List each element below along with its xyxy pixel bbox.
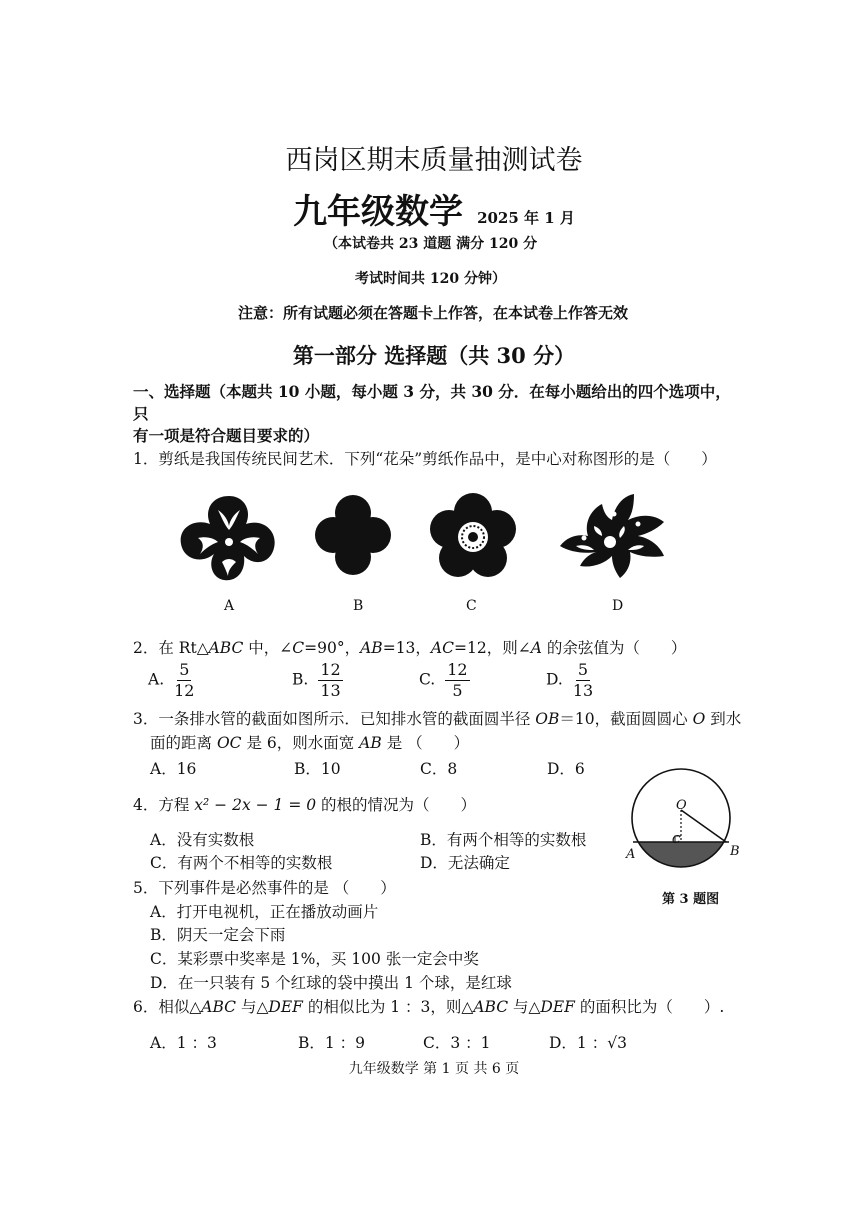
exam-notice: 注意：所有试题必须在答题卡上作答，在本试卷上作答无效 bbox=[238, 304, 629, 322]
option-label-b: B bbox=[353, 598, 364, 614]
q3-text: 3．一条排水管的截面如图所示．已知排水管的截面圆半径 bbox=[133, 710, 536, 728]
option-label-a: A bbox=[224, 598, 235, 614]
denominator: 13 bbox=[320, 681, 341, 700]
denominator: 13 bbox=[572, 681, 594, 700]
q2-text: =13， bbox=[382, 639, 431, 657]
section-instructions-line2: 只 bbox=[133, 404, 149, 423]
q3-option-c: C．8 bbox=[420, 760, 458, 778]
q4-option-c: C．有两个不相等的实数根 bbox=[150, 854, 333, 872]
numerator: 5 bbox=[577, 660, 589, 679]
option-letter: D. bbox=[546, 670, 563, 689]
flower-c-image bbox=[428, 492, 518, 582]
fraction bbox=[318, 660, 342, 701]
q2-option-c bbox=[419, 660, 470, 701]
exam-info-line2: 考试时间共 120 分钟） bbox=[355, 271, 506, 287]
q5-option-c: C．某彩票中奖率是 1%，买 100 张一定会中奖 bbox=[150, 950, 479, 968]
section-instructions-line3: 有一项是符合题目要求的） bbox=[133, 426, 320, 445]
subject-title bbox=[0, 184, 868, 233]
flower-a-image bbox=[178, 492, 280, 584]
exam-title: 西岗区期末质量抽测试卷 bbox=[285, 145, 583, 176]
q4-option-d: D．无法确定 bbox=[420, 854, 510, 872]
q3-var-oc: OC bbox=[216, 734, 242, 752]
q6-option-c: C．3 ：1 bbox=[423, 1034, 491, 1052]
fraction bbox=[174, 660, 194, 701]
q4-text: 的根的情况为（ ） bbox=[316, 796, 477, 814]
q3-text: 面的距离 bbox=[150, 734, 217, 752]
q3-text: 是 （ ） bbox=[381, 734, 470, 752]
q5-option-d: D．在一只装有 5 个红球的袋中摸出 1 个球，是红球 bbox=[150, 974, 512, 992]
denominator: 5 bbox=[452, 681, 463, 700]
figure-label-b: B bbox=[730, 844, 740, 859]
q2-option-d bbox=[546, 660, 593, 701]
figure-label-o: O bbox=[676, 798, 687, 813]
numerator: 12 bbox=[320, 660, 341, 679]
q6-option-d: D．1 ：√3 bbox=[549, 1034, 627, 1052]
q6-var-abc: ABC bbox=[201, 998, 237, 1016]
fraction bbox=[445, 660, 469, 701]
exam-info-line1: （本试卷共 23 道题 满分 120 分 bbox=[324, 236, 538, 252]
section-title: 第一部分 选择题（共 30 分） bbox=[292, 343, 576, 368]
exam-date: 2025 年 1 月 bbox=[477, 209, 575, 227]
q2-var-a: A bbox=[530, 639, 542, 657]
q4-text: 4．方程 bbox=[133, 796, 195, 814]
q3-text: 是 6，则水面宽 bbox=[241, 734, 360, 752]
flower-b-image bbox=[314, 492, 392, 578]
q5-option-a: A．打开电视机，正在播放动画片 bbox=[150, 903, 379, 921]
option-letter: C. bbox=[419, 670, 436, 689]
option-letter: B. bbox=[292, 670, 309, 689]
question-5-stem: 5．下列事件是必然事件的是 （ ） bbox=[133, 879, 396, 897]
q6-text: 6．相似△ bbox=[133, 998, 202, 1016]
q6-option-b: B．1 ：9 bbox=[298, 1034, 366, 1052]
option-letter: A. bbox=[148, 670, 165, 689]
q3-var-ab: AB bbox=[359, 734, 382, 752]
q6-text: 与△ bbox=[508, 998, 541, 1016]
q4-option-a: A．没有实数根 bbox=[150, 831, 255, 849]
q6-text: 的面积比为（ ）. bbox=[574, 998, 725, 1016]
q3-text: 到水 bbox=[705, 710, 742, 728]
figure-caption: 第 3 题图 bbox=[662, 892, 720, 907]
q2-option-a bbox=[148, 660, 194, 701]
q2-var-abc: ABC bbox=[208, 639, 244, 657]
q3-option-a: A．16 bbox=[150, 760, 197, 778]
q2-var-ac: AC bbox=[430, 639, 454, 657]
pipe-cross-section-figure bbox=[618, 768, 746, 870]
q2-text: =90°， bbox=[304, 639, 361, 657]
q3-option-b: B．10 bbox=[294, 760, 341, 778]
q2-text: 中，∠ bbox=[243, 639, 293, 657]
question-2-stem bbox=[133, 636, 686, 658]
q3-var-ob: OB bbox=[535, 710, 560, 728]
flower-d-image bbox=[554, 490, 668, 584]
page-footer: 九年级数学 第 1 页 共 6 页 bbox=[348, 1061, 520, 1077]
q4-equation: x² − 2x − 1 = 0 bbox=[194, 796, 317, 814]
q3-var-o: O bbox=[692, 710, 706, 728]
section-instructions-line1: 一、选择题（本题共 10 小题，每小题 3 分，共 30 分．在每小题给出的四个选项中， bbox=[133, 382, 731, 401]
figure-label-a: A bbox=[626, 847, 636, 862]
q2-var-ab: AB bbox=[360, 639, 383, 657]
q6-text: 的相似比为 1 ：3，则△ bbox=[302, 998, 474, 1016]
q6-text: 与△ bbox=[236, 998, 269, 1016]
q6-option-a: A．1 ：3 bbox=[150, 1034, 217, 1052]
q2-option-b bbox=[292, 660, 343, 701]
q2-text: 的余弦值为（ ） bbox=[541, 639, 687, 657]
q3-text: ＝10，截面圆圆心 bbox=[559, 710, 693, 728]
q3-option-d: D．6 bbox=[547, 760, 585, 778]
q6-var-def: DEF bbox=[540, 998, 575, 1016]
question-6-stem bbox=[133, 995, 724, 1017]
q2-var-c: C bbox=[292, 639, 305, 657]
subject-name: 九年级数学 bbox=[293, 192, 464, 232]
numerator: 12 bbox=[447, 660, 468, 679]
option-label-d: D bbox=[612, 598, 624, 614]
q5-option-b: B．阴天一定会下雨 bbox=[150, 926, 286, 944]
figure-label-c: C bbox=[672, 833, 681, 846]
question-1-stem: 1．剪纸是我国传统民间艺术．下列“花朵”剪纸作品中，是中心对称图形的是（ ） bbox=[133, 450, 717, 468]
numerator: 5 bbox=[179, 660, 190, 679]
denominator: 12 bbox=[174, 681, 195, 700]
option-label-c: C bbox=[466, 598, 477, 614]
question-3-line1 bbox=[133, 707, 741, 729]
q4-option-b: B．有两个相等的实数根 bbox=[420, 831, 587, 849]
q6-var-def: DEF bbox=[268, 998, 303, 1016]
question-3-line2 bbox=[150, 731, 469, 753]
q6-var-abc: ABC bbox=[473, 998, 509, 1016]
q2-text: 2．在 Rt△ bbox=[133, 639, 209, 657]
question-4-stem bbox=[133, 793, 476, 815]
q2-text: =12，则∠ bbox=[453, 639, 531, 657]
fraction bbox=[573, 660, 593, 701]
